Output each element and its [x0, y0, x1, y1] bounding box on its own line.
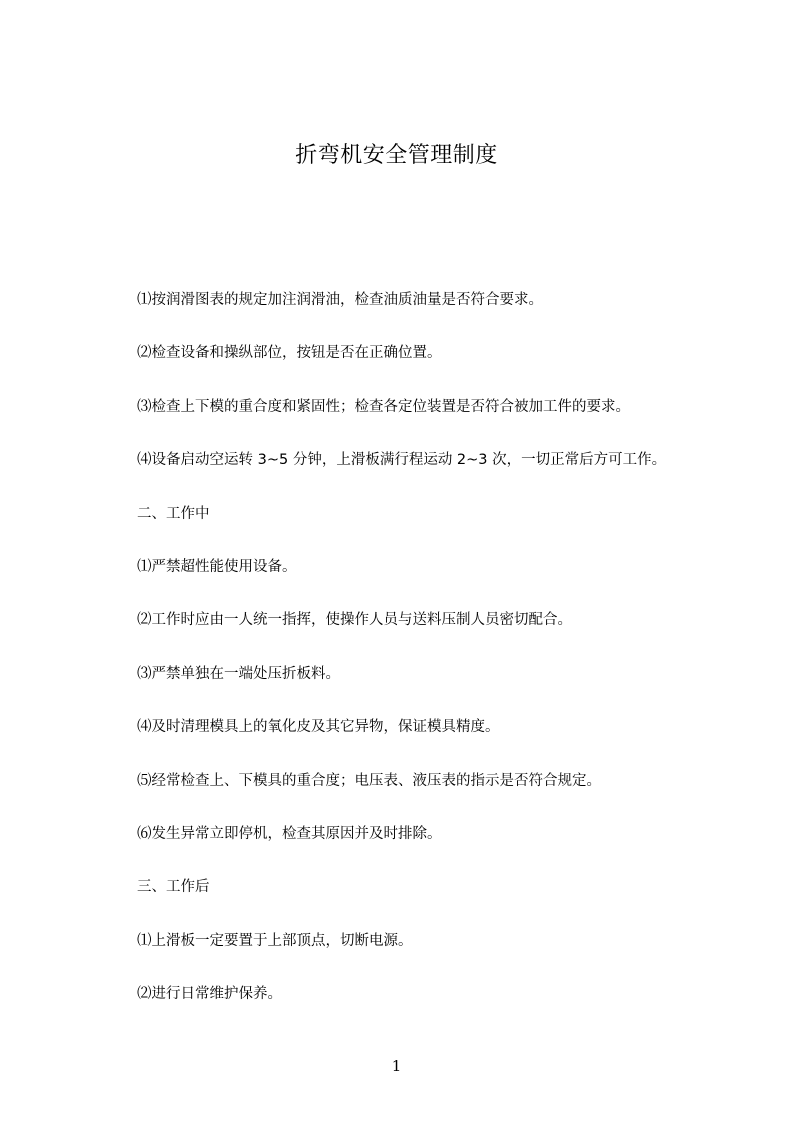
section-heading: 二、工作中	[137, 505, 210, 522]
section-heading: 三、工作后	[137, 879, 210, 896]
list-item: ⑶严禁单独在一端处压折板料。	[137, 665, 340, 682]
list-item: ⑹发生异常立即停机，检查其原因并及时排除。	[137, 825, 442, 842]
document-body	[137, 288, 757, 1035]
list-item: ⑴上滑板一定要置于上部顶点，切断电源。	[137, 932, 413, 949]
list-item: ⑷及时清理模具上的氧化皮及其它异物，保证模具精度。	[137, 719, 500, 736]
list-item: ⑵工作时应由一人统一指挥，使操作人员与送料压制人员密切配合。	[137, 612, 572, 629]
page-number: 1	[391, 1057, 402, 1075]
list-item: ⑷设备启动空运转 3~5 分钟，上滑板满行程运动 2~3 次，一切正常后方可工作。	[137, 452, 667, 469]
page-title: 折弯机安全管理制度	[295, 143, 498, 168]
list-item: ⑴严禁超性能使用设备。	[137, 558, 297, 575]
list-item: ⑶检查上下模的重合度和紧固性；检查各定位装置是否符合被加工件的要求。	[137, 398, 630, 415]
list-item: ⑵进行日常维护保养。	[137, 986, 282, 1003]
list-item: ⑸经常检查上、下模具的重合度；电压表、液压表的指示是否符合规定。	[137, 772, 601, 789]
list-item: ⑴按润滑图表的规定加注润滑油，检查油质油量是否符合要求。	[137, 292, 543, 308]
list-item: ⑵检查设备和操纵部位，按钮是否在正确位置。	[137, 345, 442, 362]
